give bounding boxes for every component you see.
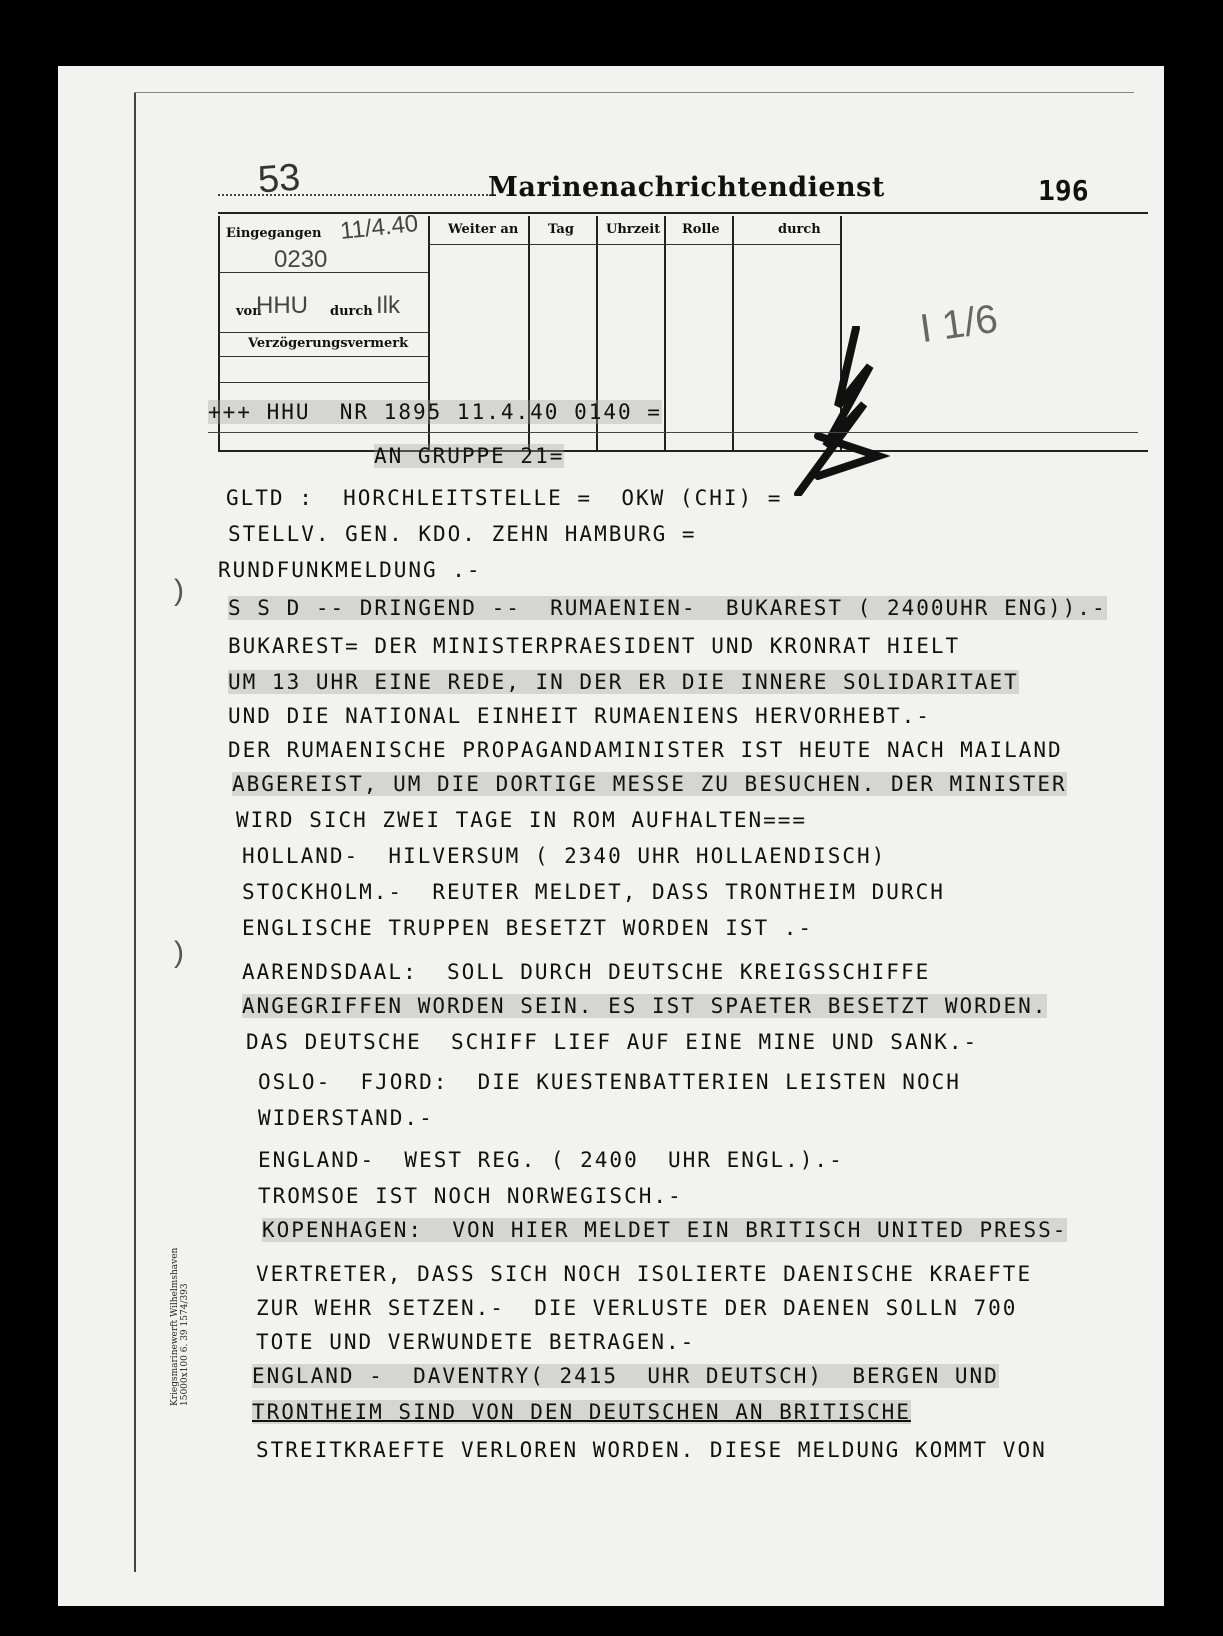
imprint-line: Kriegsmarinewerft Wilhelmshaven — [170, 1247, 180, 1406]
text-line: UND DIE NATIONAL EINHEIT RUMAENIENS HERVORHEBT.- — [228, 704, 931, 728]
handwritten-received-by: Ilk — [376, 292, 400, 319]
label-durch: durch — [330, 304, 373, 319]
col-divider — [664, 216, 666, 450]
col-header-rule — [428, 244, 840, 245]
text-line: ABGEREIST, UM DIE DORTIGE MESSE ZU BESUCHEN. DER MINISTER — [232, 772, 1067, 796]
text-line: STREITKRAEFTE VERLOREN WORDEN. DIESE MELDUNG KOMMT VON — [256, 1438, 1047, 1462]
imprint-line: 15000x100 6. 39 1574/393 — [180, 1283, 190, 1406]
row-rule — [218, 382, 428, 383]
text-line: TROMSOE IST NOCH NORWEGISCH.- — [258, 1184, 683, 1208]
col-tag: Tag — [548, 222, 574, 237]
text-line: STOCKHOLM.- REUTER MELDET, DASS TRONTHEIM DURCH — [242, 880, 945, 904]
text-line: ENGLISCHE TRUPPEN BESETZT WORDEN IST .- — [242, 916, 814, 940]
text-line: ZUR WEHR SETZEN.- DIE VERLUSTE DER DAENEN SOLLN 700 — [256, 1296, 1018, 1320]
text-line: UM 13 UHR EINE REDE, IN DER ER DIE INNERE SOLIDARITAET — [228, 670, 1019, 694]
text-line: OSLO- FJORD: DIE KUESTENBATTERIEN LEISTEN NOCH — [258, 1070, 961, 1094]
text-line: BUKAREST= DER MINISTERPRAESIDENT UND KRONRAT HIELT — [228, 634, 961, 658]
col-uhrzeit: Uhrzeit — [606, 222, 661, 237]
dotted-line — [218, 194, 488, 196]
text-line: WIDERSTAND.- — [258, 1106, 434, 1130]
col-durch: durch — [778, 222, 821, 237]
page-left-border — [134, 92, 136, 1572]
label-von: von — [236, 304, 262, 319]
text-line: WIRD SICH ZWEI TAGE IN ROM AUFHALTEN=== — [236, 808, 808, 832]
text-line: TRONTHEIM SIND VON DEN DEUTSCHEN AN BRITISCHE — [252, 1400, 911, 1424]
distribution-line: GLTD : HORCHLEITSTELLE = OKW (CHI) = — [226, 486, 783, 510]
text-line: HOLLAND- HILVERSUM ( 2340 UHR HOLLAENDISCH) — [242, 844, 887, 868]
text-line: ENGLAND- WEST REG. ( 2400 UHR ENGL.).- — [258, 1148, 844, 1172]
document-title: Marinenachrichtendienst — [488, 172, 885, 203]
text-line: KOPENHAGEN: VON HIER MELDET EIN BRITISCH UNITED PRESS- — [262, 1218, 1068, 1242]
signature-scribble — [778, 326, 898, 496]
document-number: 196 — [1038, 174, 1089, 207]
handwritten-page-number: 53 — [256, 156, 302, 202]
col-rolle: Rolle — [682, 222, 720, 237]
col-divider — [732, 216, 734, 450]
punch-hole: ) — [174, 574, 184, 607]
text-line: ENGLAND - DAVENTRY( 2415 UHR DEUTSCH) BERGEN UND — [252, 1364, 999, 1388]
priority-line: S S D -- DRINGEND -- RUMAENIEN- BUKAREST ( 2400UHR ENG)).- — [228, 596, 1107, 620]
message-header-line: +++ HHU NR 1895 11.4.40 0140 = — [208, 400, 662, 424]
text-line: ANGEGRIFFEN WORDEN SEIN. ES IST SPAETER BESETZT WORDEN. — [242, 994, 1048, 1018]
text-line: TOTE UND VERWUNDETE BETRAGEN.- — [256, 1330, 696, 1354]
text-line: VERTRETER, DASS SICH NOCH ISOLIERTE DAENISCHE KRAEFTE — [256, 1262, 1033, 1286]
label-eingegangen: Eingegangen — [226, 226, 322, 241]
message-type-line: RUNDFUNKMELDUNG .- — [218, 558, 482, 582]
document-sheet — [58, 66, 1164, 1606]
header-rule — [218, 212, 1148, 214]
row-rule — [218, 356, 428, 357]
addressee-line: AN GRUPPE 21= — [374, 444, 565, 468]
punch-hole: ) — [174, 936, 184, 969]
printer-imprint — [170, 1248, 190, 1406]
label-verzoegerungsvermerk: Verzögerungsvermerk — [248, 336, 409, 351]
row-rule — [218, 332, 428, 333]
text-line: AARENDSDAAL: SOLL DURCH DEUTSCHE KREIGSSCHIFFE — [242, 960, 931, 984]
text-line: DER RUMAENISCHE PROPAGANDAMINISTER IST HEUTE NACH MAILAND — [228, 738, 1063, 762]
handwritten-received-time: 0230 — [274, 246, 328, 273]
text-line: DAS DEUTSCHE SCHIFF LIEF AUF EINE MINE UND SANK.- — [246, 1030, 979, 1054]
page-top-border — [134, 92, 1134, 93]
handwritten-margin-note: I 1/6 — [917, 296, 1001, 352]
message-header-rule — [208, 432, 1138, 433]
col-weiter-an: Weiter an — [448, 222, 519, 237]
handwritten-received-date: 11/4.40 — [338, 209, 420, 246]
handwritten-from-station: HHU — [256, 292, 308, 319]
distribution-line: STELLV. GEN. KDO. ZEHN HAMBURG = — [228, 522, 697, 546]
